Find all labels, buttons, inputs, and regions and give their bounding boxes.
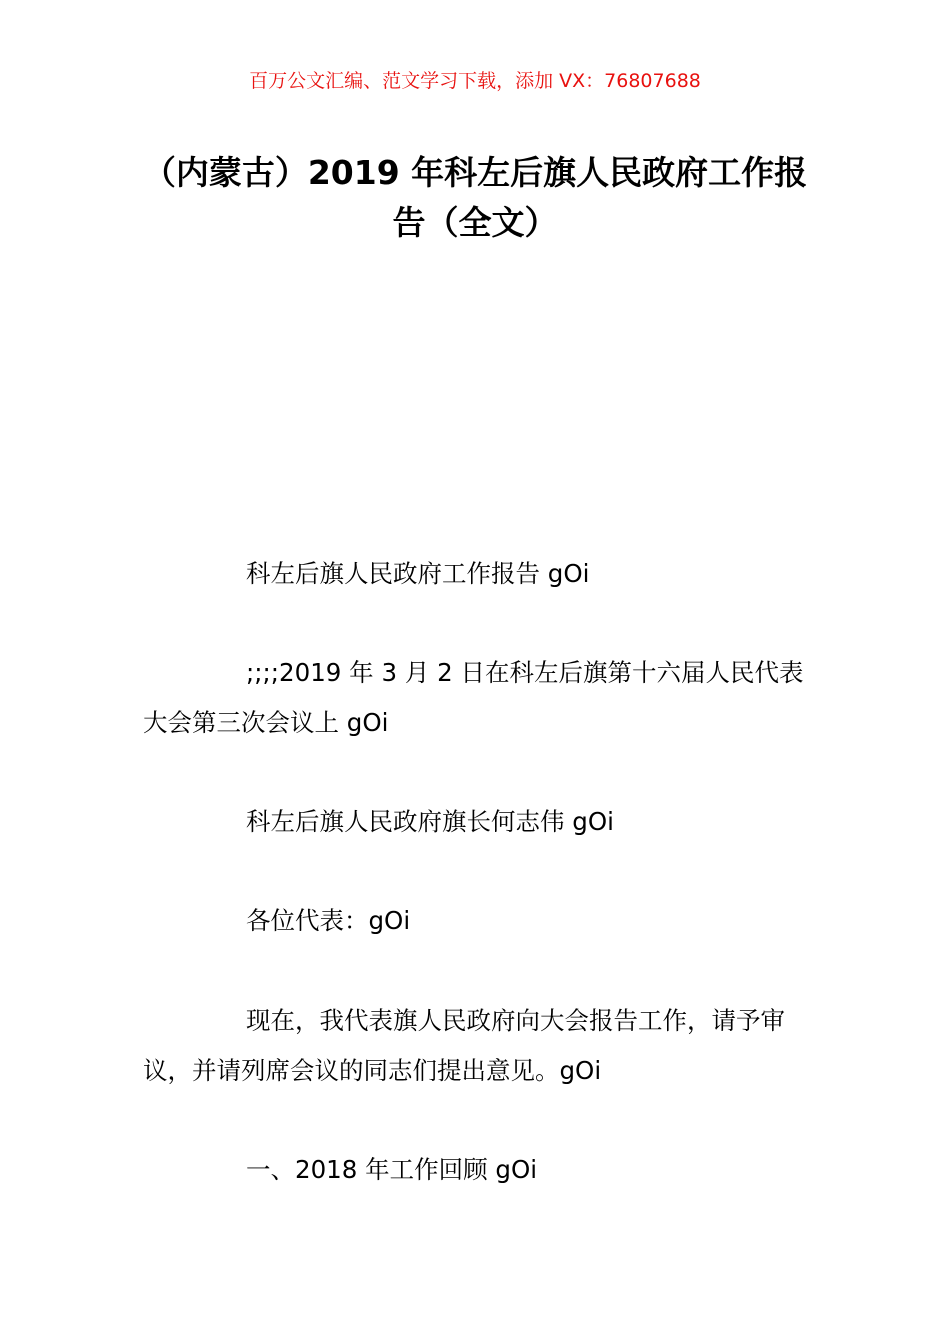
- section-heading-review: 一、2018 年工作回顾 gOi: [246, 1155, 538, 1184]
- paragraph-speaker: 科左后旗人民政府旗长何志伟 gOi: [246, 807, 614, 836]
- document-title: （内蒙古）2019 年科左后旗人民政府工作报告（全文）: [142, 153, 808, 242]
- paragraph-report-name: 科左后旗人民政府工作报告 gOi: [246, 559, 590, 588]
- paragraph-opening: 现在，我代表旗人民政府向大会报告工作，请予审议，并请列席会议的同志们提出意见。gOi: [143, 1006, 785, 1085]
- paragraph-salutation: 各位代表：gOi: [246, 906, 411, 935]
- header-promo-note: 百万公文汇编、范文学习下载，添加 VX：76807688: [249, 70, 701, 92]
- paragraph-meeting-date: ;;;;2019 年 3 月 2 日在科左后旗第十六届人民代表大会第三次会议上 gOi: [143, 658, 804, 737]
